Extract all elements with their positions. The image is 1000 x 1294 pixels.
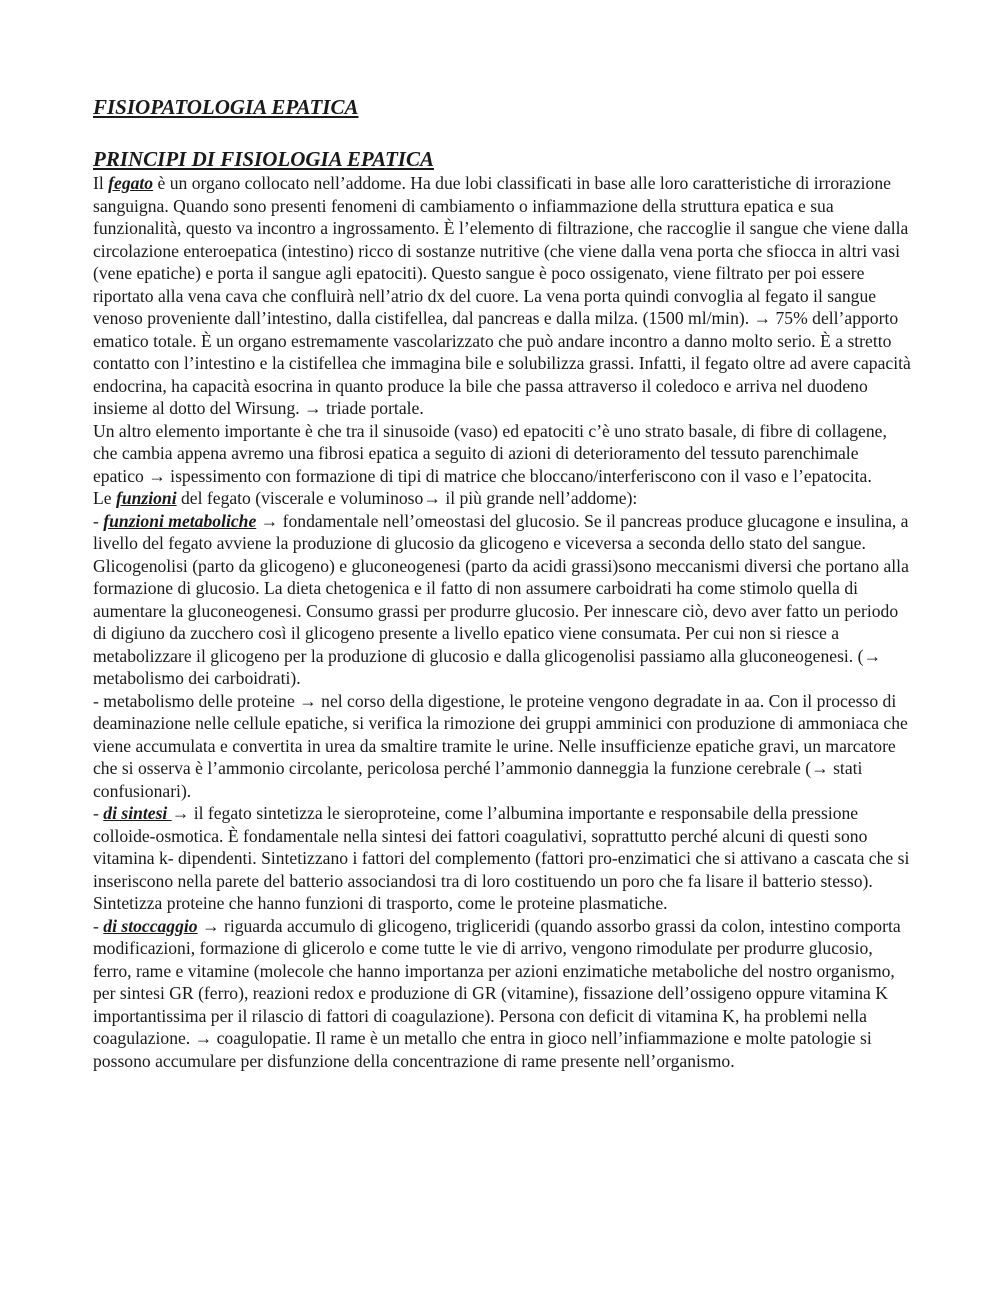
paragraph-prefix: Il <box>93 173 109 193</box>
bullet-dash: - <box>93 803 104 823</box>
paragraph-collagene: Un altro elemento importante è che tra il sinusoide (vaso) ed epatociti c’è uno strato basale, di fibre di collagene, che cambia appena avremo una fibrosi epatica a seguito di azioni di deterioramento del tessuto parenchimale epatico → ispessimento con formazione di tipi di matrice che bloccano/interferiscono con il vaso e l’epatocita. <box>93 420 887 486</box>
section-title: PRINCIPI DI FISIOLOGIA EPATICA <box>93 147 434 171</box>
keyword-di-stoccaggio: di stoccaggio <box>103 915 198 936</box>
bullet-dash: - <box>93 915 104 936</box>
paragraph-metabolismo-proteine: - metabolismo delle proteine → nel corso della digestione, le proteine vengono degradate in aa. Con il processo di deaminazione nelle cellule epatiche, si verifica la rimozione dei gruppi amminici con produzione di ammoniaca che viene accumulata e convertita in urea da smaltire tramite le urine. Nelle insufficienze epatiche gravi, un marcatore che si osserva è l’ammonio circolante, pericolosa perché l’ammonio danneggia la funzione cerebrale (→ stati confusionari). <box>93 690 908 801</box>
bullet-dash: - <box>93 510 104 531</box>
keyword-di-sintesi: di sintesi <box>103 803 172 823</box>
document-title: FISIOPATOLOGIA EPATICA <box>93 95 359 119</box>
paragraph-text: → il fegato sintetizza le sieroproteine, come l’albumina importante e responsabile della pressione colloide-osmotica. È fondamentale nella sintesi dei fattori coagulativi, soprattutto perché alcuni di questi sono vitamina k- dipendenti. Sintetizzano i fattori del complemento (fattori pro-enzimatici che si attivano a cascata che si inseriscono nella parete del batterio associandosi tra di loro costituendo un poro che fa lisare il batterio stesso). Sintetizza proteine che hanno funzioni di trasporto, come le proteine plasmatiche. <box>93 803 910 913</box>
paragraph-di-stoccaggio <box>93 915 913 1073</box>
paragraph-text: del fegato (viscerale e voluminoso→ il più grande nell’addome): <box>176 488 638 508</box>
paragraph-funzioni <box>93 487 913 510</box>
paragraph-di-sintesi <box>93 802 913 915</box>
paragraph-prefix: Le <box>93 488 116 508</box>
keyword-funzioni: funzioni <box>115 488 177 508</box>
paragraph-text: → fondamentale nell’omeostasi del glucosio. Se il pancreas produce glucagone e insulina, a livello del fegato avviene la produzione di glucosio da glicogeno e viceversa a seconda dello stato del sangue. Glicogenolisi (parto da glicogeno) e gluconeogenesi (parto da acidi grassi)sono meccanismi diversi che portano alla formazione di glucosio. La dieta chetogenica e il fatto di non assumere carboidrati ha come stimolo quella di aumentare la gluconeogenesi. Consumo grassi per produrre glucosio. Per innescare ciò, devo aver fatto un periodo di digiuno da zucchero così il glicogeno presente a livello epatico viene consumata. Per cui non si riesce a metabolizzare il glicogeno per la produzione di glucosio e dalla glicogenolisi passiamo alla gluconeogenesi. (→ metabolismo dei carboidrati). <box>93 510 909 688</box>
keyword-fegato: fegato <box>108 173 154 193</box>
keyword-funzioni-metaboliche: funzioni metaboliche <box>103 510 257 531</box>
paragraph-text: → riguarda accumulo di glicogeno, trigliceridi (quando assorbo grassi da colon, intestino comporta modificazioni, formazione di glicerolo e come tutte le vie di arrivo, vengono rimodulate per produrre glucosio, ferro, rame e vitamine (molecole che hanno importanza per azioni enzimatiche metaboliche del nostro organismo, per sintesi GR (ferro), reazioni redox e produzione di GR (vitamine), fissazione dell’ossigeno oppure vitamina K importantissima per il rilascio di fattori di coagulazione). Persona con deficit di vitamina K, ha problemi nella coagulazione. → coagulopatie. Il rame è un metallo che entra in gioco nell’infiammazione e molte patologie si possono accumulare per disfunzione della concentrazione di rame presente nell’organismo. <box>93 915 901 1071</box>
paragraph-fegato <box>93 172 913 420</box>
document-page <box>93 94 913 1072</box>
paragraph-text: è un organo collocato nell’addome. Ha due lobi classificati in base alle loro caratteristiche di irrorazione sanguigna. Quando sono presenti fenomeni di cambiamento o infiammazione della struttura epatica e sua funzionalità, questo va incontro a ingrossamento. È l’elemento di filtrazione, che raccoglie il sangue che viene dalla circolazione enteroepatica (intestino) ricco di sostanze nutritive (che viene dalla vena porta che sfiocca in altri vasi (vene epatiche) e porta il sangue agli epatociti). Questo sangue è poco ossigenato, viene filtrato per poi essere riportato alla vena cava che confluirà nell’atrio dx del cuore. La vena porta quindi convoglia al fegato il sangue venoso proveniente dall’intestino, dalla cistifellea, dal pancreas e dalla milza. (1500 ml/min). → 75% dell’apporto ematico totale. È un organo estremamente vascolarizzato che può andare incontro a danno molto serio. È a stretto contatto con l’intestino e la cistifellea che immagina bile e solubilizza grassi. Infatti, il fegato oltre ad avere capacità endocrina, ha capacità esocrina in quanto produce la bile che passa attraverso il coledoco e arriva nel duodeno insieme al dotto del Wirsung. → triade portale. <box>93 173 911 418</box>
paragraph-funzioni-metaboliche <box>93 510 913 690</box>
